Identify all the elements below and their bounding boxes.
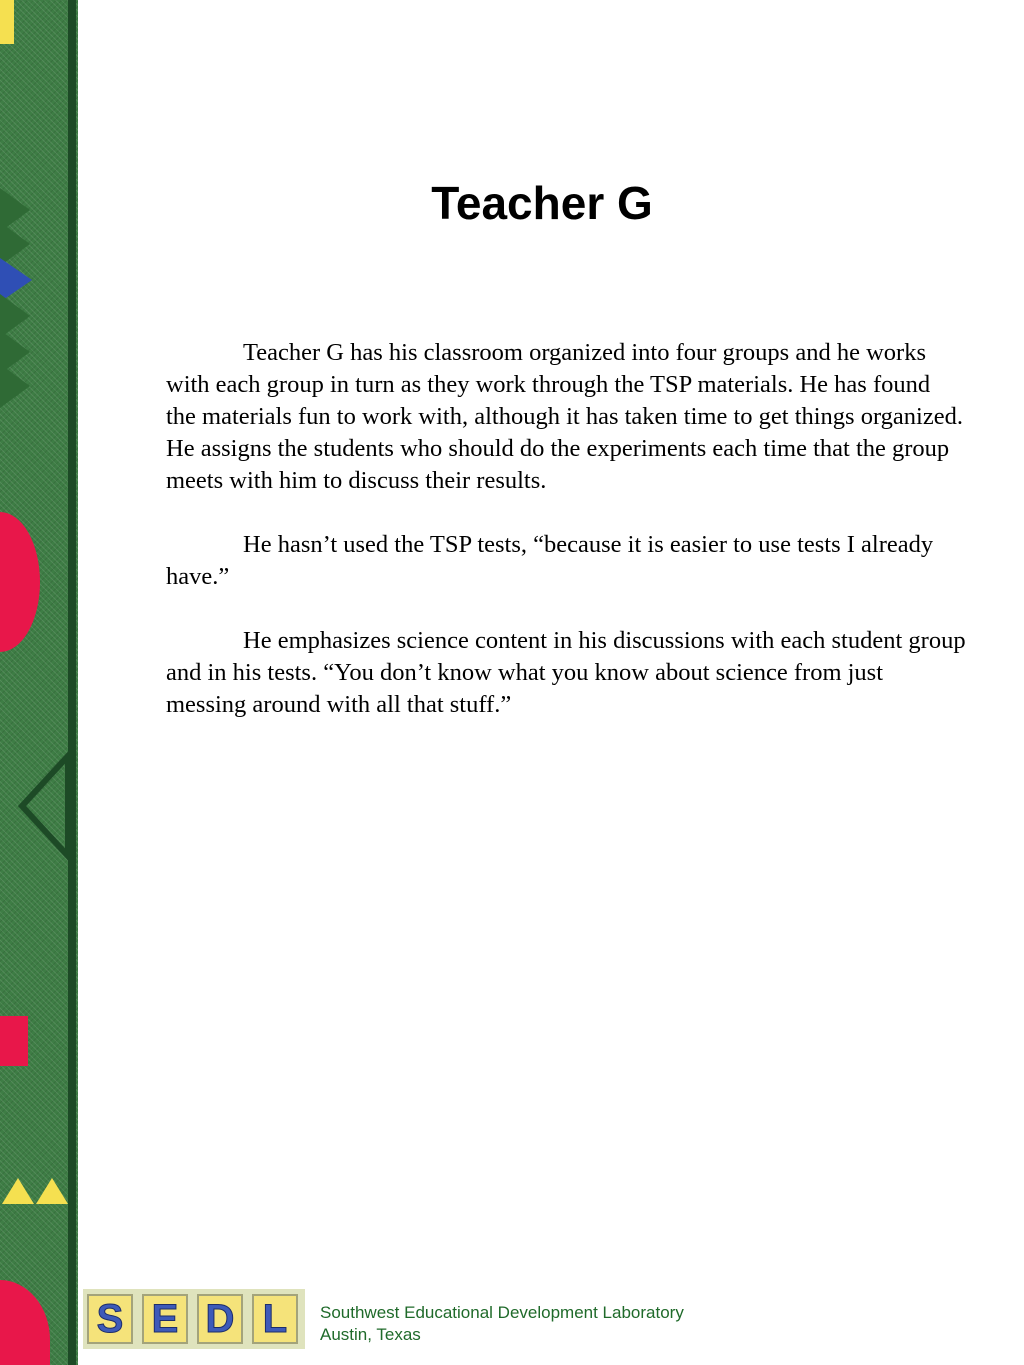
- paragraph-2: He hasn’t used the TSP tests, “because it is easier to use tests I already have.”: [166, 531, 934, 590]
- yellow-triangle-shape: [36, 1178, 68, 1204]
- sedl-logo: [83, 1289, 305, 1349]
- yellow-triangle-shape: [2, 1178, 34, 1204]
- paragraph-1: Teacher G has his classroom organized into four groups and he works with each group in turn as they work through the TSP materials. He has found the materials fun to work with, although it has taken time to get things organized. He assigns the students who should do the experiments each time that the group meets with him to discuss their results.: [166, 339, 963, 494]
- footer-location: Austin, Texas: [320, 1325, 421, 1344]
- green-triangle-shape: [0, 364, 30, 408]
- blue-triangle-shape: [0, 258, 32, 302]
- logo-letter-e: E: [142, 1294, 188, 1344]
- red-half-circle-shape: [0, 512, 40, 652]
- diamond-outline-shape: [22, 756, 68, 856]
- yellow-bar-shape: [0, 0, 14, 44]
- green-triangle-shape: [0, 294, 30, 338]
- footer-organization: Southwest Educational Development Laboratory: [320, 1303, 684, 1322]
- red-half-circle-shape: [0, 1280, 50, 1365]
- slide-title: Teacher G: [431, 177, 653, 229]
- logo-letter-l: L: [252, 1294, 298, 1344]
- footer-text: [320, 1302, 684, 1346]
- logo-letter-s: S: [87, 1294, 133, 1344]
- logo-letter-d: D: [197, 1294, 243, 1344]
- paragraph-3: He emphasizes science content in his discussions with each student group and in his tests. “You don’t know what you know about science from just messing around with all that stuff.”: [166, 627, 966, 718]
- slide-body: [166, 337, 966, 753]
- red-square-shape: [0, 1016, 28, 1066]
